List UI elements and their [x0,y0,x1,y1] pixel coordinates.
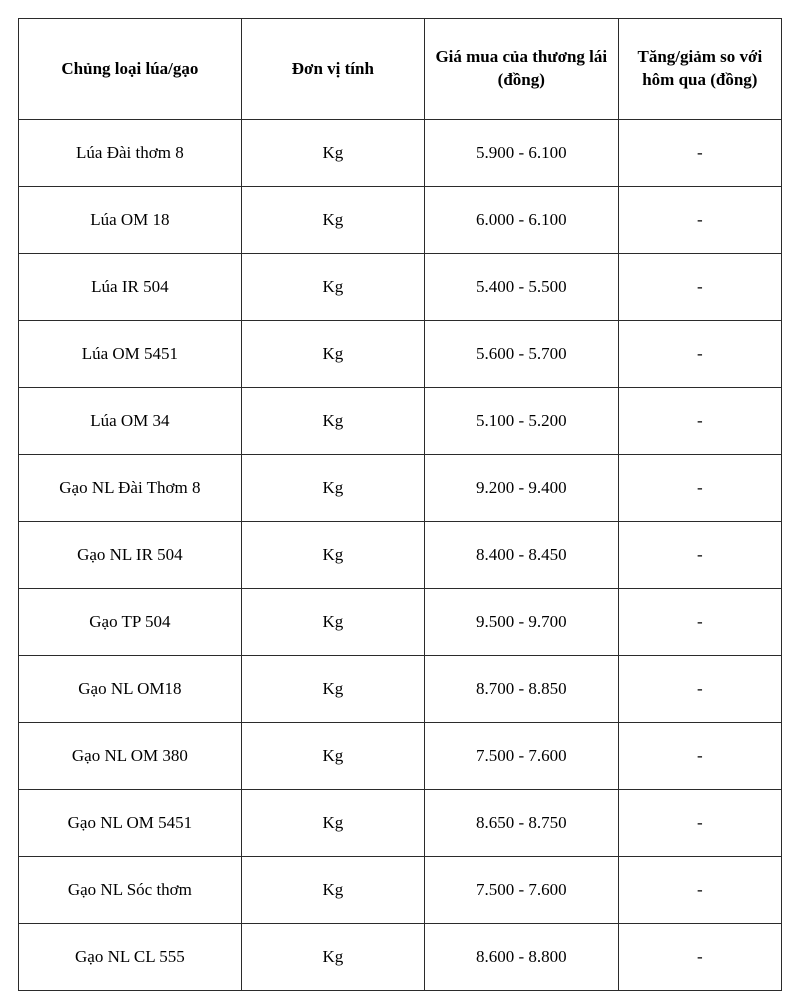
cell-unit: Kg [241,120,424,187]
cell-price: 8.600 - 8.800 [424,924,618,991]
cell-unit: Kg [241,723,424,790]
table-row [19,455,782,522]
table-row [19,321,782,388]
column-header-change: Tăng/giảm so với hôm qua (đồng) [618,19,781,120]
table-row [19,254,782,321]
cell-price: 5.600 - 5.700 [424,321,618,388]
cell-price: 9.500 - 9.700 [424,589,618,656]
cell-price: 5.100 - 5.200 [424,388,618,455]
cell-change: - [618,924,781,991]
cell-change: - [618,589,781,656]
cell-change: - [618,723,781,790]
cell-price: 9.200 - 9.400 [424,455,618,522]
cell-change: - [618,522,781,589]
cell-change: - [618,187,781,254]
cell-unit: Kg [241,455,424,522]
column-header-product: Chủng loại lúa/gạo [19,19,242,120]
cell-change: - [618,790,781,857]
cell-price: 8.650 - 8.750 [424,790,618,857]
cell-change: - [618,120,781,187]
cell-product: Gạo NL OM 5451 [19,790,242,857]
cell-product: Lúa OM 34 [19,388,242,455]
cell-product: Gạo TP 504 [19,589,242,656]
cell-price: 7.500 - 7.600 [424,857,618,924]
cell-unit: Kg [241,790,424,857]
cell-product: Lúa Đài thơm 8 [19,120,242,187]
cell-unit: Kg [241,187,424,254]
cell-price: 5.400 - 5.500 [424,254,618,321]
cell-unit: Kg [241,254,424,321]
cell-product: Gạo NL OM 380 [19,723,242,790]
cell-unit: Kg [241,522,424,589]
cell-change: - [618,254,781,321]
table-row [19,723,782,790]
cell-product: Gạo NL IR 504 [19,522,242,589]
cell-price: 8.400 - 8.450 [424,522,618,589]
cell-change: - [618,321,781,388]
cell-change: - [618,388,781,455]
cell-unit: Kg [241,388,424,455]
cell-unit: Kg [241,589,424,656]
cell-price: 5.900 - 6.100 [424,120,618,187]
table-row [19,187,782,254]
column-header-price: Giá mua của thương lái (đồng) [424,19,618,120]
cell-change: - [618,455,781,522]
cell-product: Gạo NL CL 555 [19,924,242,991]
cell-product: Gạo NL Đài Thơm 8 [19,455,242,522]
table-row [19,790,782,857]
table-row [19,120,782,187]
cell-product: Lúa IR 504 [19,254,242,321]
column-header-unit: Đơn vị tính [241,19,424,120]
table-row [19,857,782,924]
table-row [19,388,782,455]
table-header [19,19,782,120]
table-row [19,656,782,723]
cell-unit: Kg [241,321,424,388]
cell-product: Gạo NL OM18 [19,656,242,723]
cell-price: 7.500 - 7.600 [424,723,618,790]
cell-product: Gạo NL Sóc thơm [19,857,242,924]
table-row [19,589,782,656]
cell-unit: Kg [241,857,424,924]
table-header-row [19,19,782,120]
cell-change: - [618,857,781,924]
table-body [19,120,782,991]
rice-price-table [18,18,782,991]
cell-change: - [618,656,781,723]
table-row [19,924,782,991]
cell-product: Lúa OM 18 [19,187,242,254]
cell-unit: Kg [241,656,424,723]
cell-price: 8.700 - 8.850 [424,656,618,723]
cell-price: 6.000 - 6.100 [424,187,618,254]
table-row [19,522,782,589]
cell-unit: Kg [241,924,424,991]
cell-product: Lúa OM 5451 [19,321,242,388]
